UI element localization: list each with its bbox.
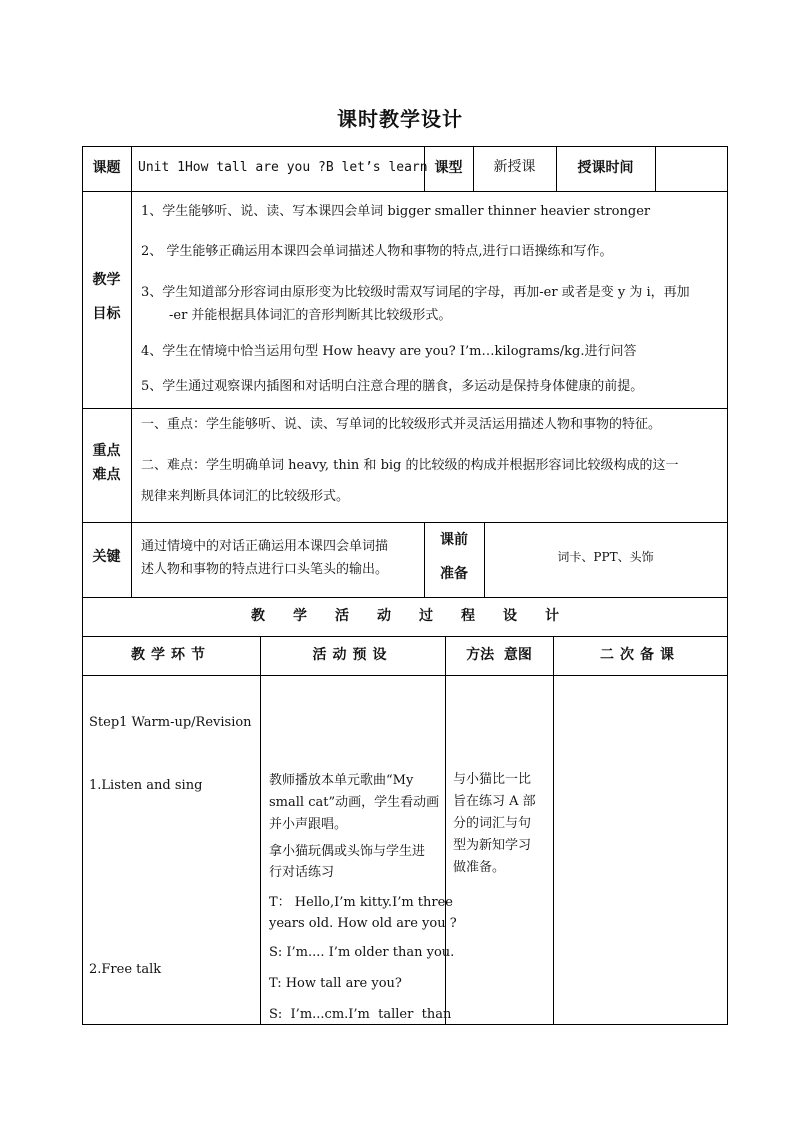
page-title: 课时教学设计 bbox=[337, 107, 463, 131]
col-divider bbox=[260, 636, 261, 1024]
keypoints-label-2: 难点 bbox=[92, 467, 121, 483]
objective-item: 3、学生知道部分形容词由原形变为比较级时需双写词尾的字母，再加-er 或者是变 y 为 i，再加 bbox=[141, 285, 690, 300]
activity-line: S: I’m.... I’m older than you. bbox=[269, 945, 455, 960]
row-divider bbox=[82, 636, 728, 637]
method-line: 做准备。 bbox=[453, 860, 506, 875]
col-divider bbox=[445, 636, 446, 1024]
key-text: 述人物和事物的特点进行口头笔头的输出。 bbox=[141, 562, 389, 577]
activity-line: small cat”动画，学生看动画 bbox=[269, 795, 440, 810]
row-divider bbox=[82, 675, 728, 676]
col-header-activity: 活动预设 bbox=[312, 647, 393, 663]
process-heading: 教学活动过程设计 bbox=[251, 608, 587, 624]
row-divider bbox=[82, 597, 728, 598]
activity-line: S: I’m...cm.I’m taller than bbox=[269, 1007, 452, 1022]
key-label: 关键 bbox=[92, 549, 121, 565]
objective-item: 1、学生能够听、说、读、写本课四会单词 bigger smaller thinner heavier stronger bbox=[141, 204, 651, 219]
step-free-talk: 2.Free talk bbox=[89, 962, 162, 977]
keypoint-line: 一、重点：学生能够听、说、读、写单词的比较级形式并灵活运用描述人物和事物的特征。 bbox=[141, 417, 662, 432]
row-divider bbox=[82, 408, 728, 409]
keypoint-line: 规律来判断具体词汇的比较级形式。 bbox=[141, 489, 350, 504]
prep-value: 词卡、PPT、头饰 bbox=[557, 550, 654, 564]
step-listen: 1.Listen and sing bbox=[89, 778, 203, 793]
row-divider bbox=[82, 191, 728, 192]
key-text: 通过情境中的对话正确运用本课四会单词描 bbox=[141, 539, 389, 554]
method-line: 分的词汇与句 bbox=[453, 816, 532, 831]
keypoints-label-1: 重点 bbox=[92, 443, 121, 459]
table-border-right bbox=[727, 146, 728, 1025]
prep-label-2: 准备 bbox=[440, 566, 468, 582]
kexing-value: 新授课 bbox=[493, 159, 536, 175]
keti-label: 课题 bbox=[92, 160, 121, 176]
activity-line: years old. How old are you ? bbox=[269, 916, 457, 931]
row-divider bbox=[82, 522, 728, 523]
col-header-method: 方法 意图 bbox=[466, 647, 532, 663]
activity-line: 行对话练习 bbox=[269, 865, 335, 880]
objectives-label-1: 教学 bbox=[92, 272, 121, 288]
table-border-top bbox=[82, 146, 728, 147]
keti-value: Unit 1How tall are you ?B let’s learn bbox=[138, 160, 428, 175]
step-title: Step1 Warm-up/Revision bbox=[89, 715, 252, 730]
activity-line: 并小声跟唱。 bbox=[269, 817, 348, 832]
col-header-stage: 教学环节 bbox=[131, 647, 211, 663]
objective-item: 4、学生在情境中恰当运用句型 How heavy are you? I’m…kilograms/kg.进行问答 bbox=[141, 344, 637, 359]
activity-line: T： Hello,I’m kitty.I’m three bbox=[269, 895, 453, 910]
objective-item: 5、学生通过观察课内插图和对话明白注意合理的膳食，多运动是保持身体健康的前提。 bbox=[141, 379, 644, 394]
method-line: 型为新知学习 bbox=[453, 838, 532, 853]
prep-label-1: 课前 bbox=[440, 532, 468, 548]
col-divider bbox=[131, 522, 132, 597]
method-line: 旨在练习 A 部 bbox=[453, 794, 536, 809]
keypoint-line: 二、难点：学生明确单词 heavy, thin 和 big 的比较级的构成并根据形容词比较级构成的这一 bbox=[141, 458, 679, 473]
objective-item: -er 并能根据具体词汇的音形判断其比较级形式。 bbox=[169, 308, 452, 323]
col-header-revision: 二次备课 bbox=[600, 647, 680, 663]
shijian-label: 授课时间 bbox=[577, 160, 634, 176]
col-divider bbox=[131, 191, 132, 522]
method-line: 与小猫比一比 bbox=[453, 772, 532, 787]
activity-line: T: How tall are you? bbox=[269, 976, 402, 991]
activity-line: 拿小猫玩偶或头饰与学生进 bbox=[269, 844, 426, 859]
objectives-label-2: 目标 bbox=[92, 306, 121, 322]
activity-line: 教师播放本单元歌曲“My bbox=[269, 773, 414, 788]
kexing-label: 课型 bbox=[434, 160, 463, 176]
objective-item: 2、 学生能够正确运用本课四会单词描述人物和事物的特点,进行口语操练和写作。 bbox=[141, 244, 613, 259]
col-divider bbox=[553, 636, 554, 1024]
col-divider bbox=[655, 146, 656, 191]
col-divider bbox=[131, 146, 132, 191]
